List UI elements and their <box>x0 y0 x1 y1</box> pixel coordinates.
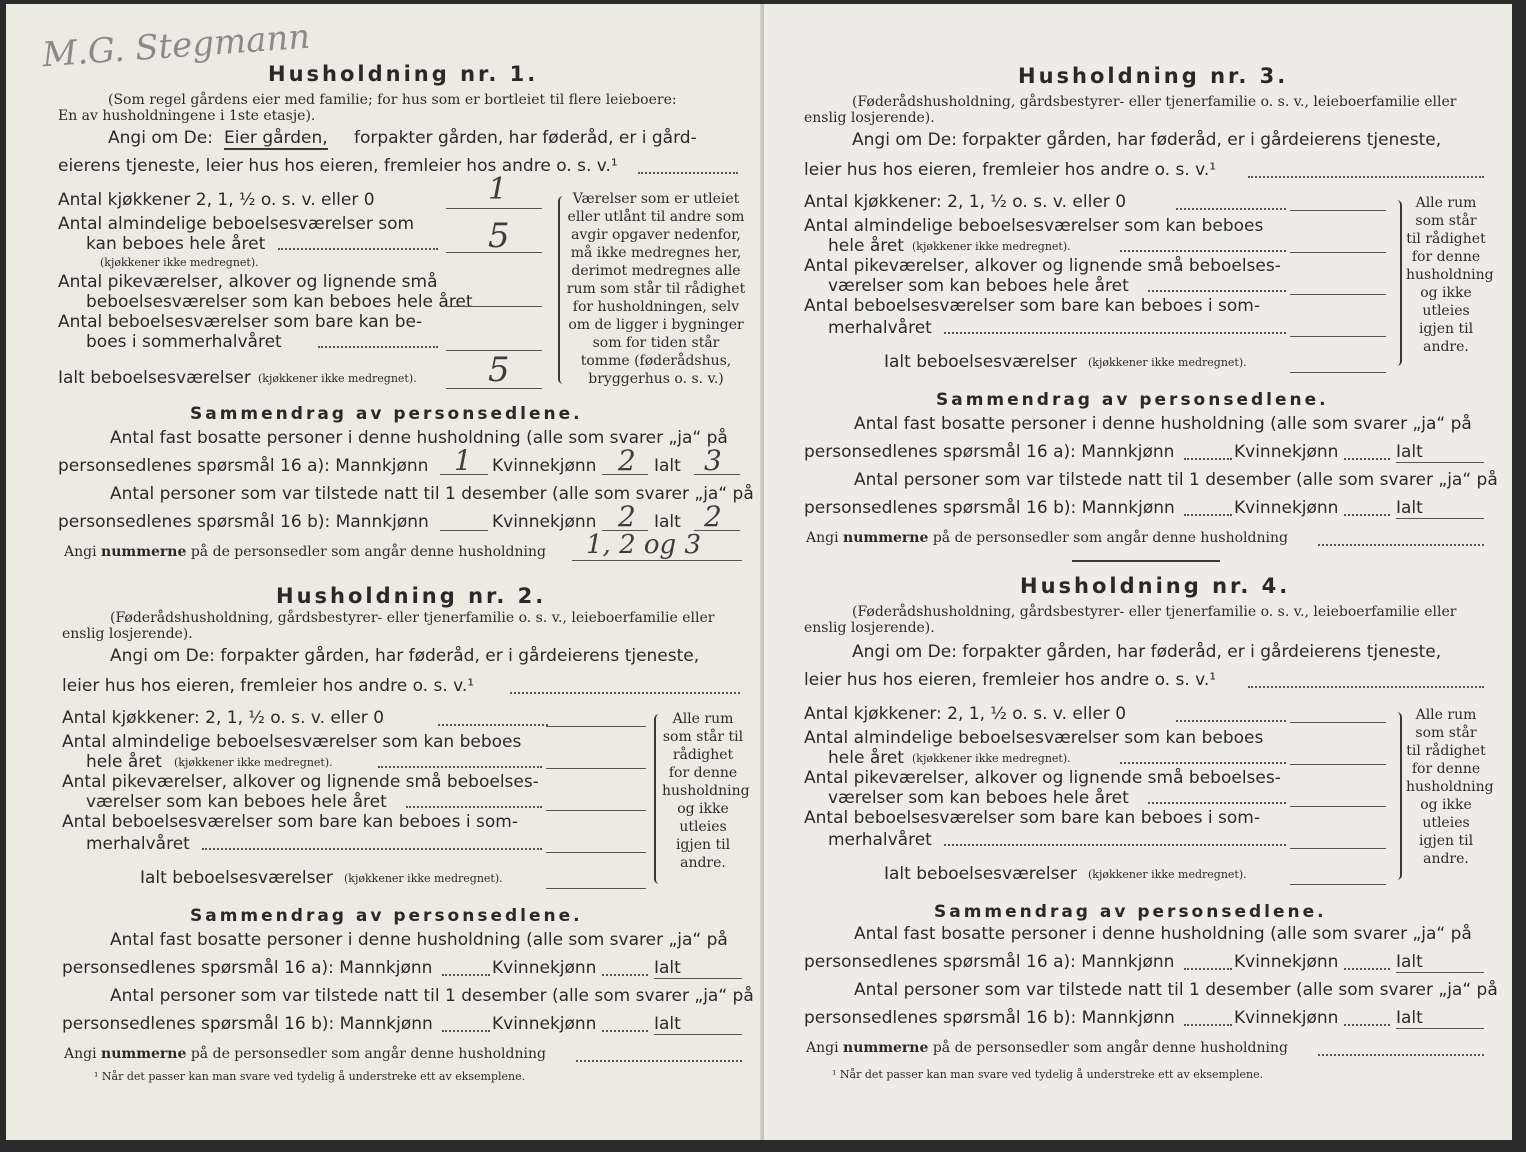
h3-summer-rooms-label-2: merhalvåret <box>828 318 932 338</box>
h4-numbers-angi: Angi <box>806 1040 839 1056</box>
h2-angi-line2: leier hus hos eieren, fremleier hos andre o. s. v.¹ <box>62 676 475 696</box>
h3-angi-answer-line <box>1248 176 1484 178</box>
h2-maid-rooms-line <box>546 810 646 811</box>
h1-present-female-label: Kvinnekjønn <box>492 512 597 532</box>
h1-summer-rooms-label-1: Antal beboelsesværelser som bare kan be- <box>58 312 423 332</box>
left-footnote: ¹ Når det passer kan man svare ved tydelig å understreke ett av eksemplene. <box>94 1070 526 1083</box>
h3-ordinary-rooms-note: (kjøkkener ikke medregnet). <box>912 240 1071 253</box>
h2-summer-rooms-dots <box>202 848 542 850</box>
h2-summer-rooms-label-2: merhalvåret <box>86 834 190 854</box>
h4-present-total-line <box>1396 1028 1484 1029</box>
h3-total-rooms-note: (kjøkkener ikke medregnet). <box>1088 356 1247 369</box>
h2-angi-line1: Angi om De: forpakter gården, har føderåd, er i gårdeierens tjeneste, <box>110 646 700 666</box>
h3-intro-line1: (Føderådshusholdning, gårdsbestyrer- eller tjenerfamilie o. s. v., leieboerfamilie eller <box>852 94 1457 110</box>
h2-intro-line2: enslig losjerende). <box>62 626 193 642</box>
h4-total-rooms-note: (kjøkkener ikke medregnet). <box>1088 868 1247 881</box>
h3-ordinary-rooms-line <box>1290 252 1386 253</box>
h2-total-rooms-note: (kjøkkener ikke medregnet). <box>344 872 503 885</box>
h3-resident-male-line <box>1184 458 1232 460</box>
h4-numbers-keyword: nummerne <box>843 1040 929 1056</box>
right-page <box>764 4 1512 1140</box>
h4-ordinary-rooms-label-2: hele året <box>828 748 904 768</box>
h4-ordinary-rooms-line <box>1290 764 1386 765</box>
household-2-title: Husholdning nr. 2. <box>276 584 547 608</box>
h3-maid-rooms-line <box>1290 294 1386 295</box>
h2-resident-female-line <box>602 974 648 976</box>
h4-summer-rooms-line <box>1290 848 1386 849</box>
h4-kitchens-label: Antal kjøkkener: 2, 1, ½ o. s. v. eller 0 <box>804 704 1127 724</box>
h3-present-line1: Antal personer som var tilstede natt til 1 desember (alle som svarer „ja“ på <box>854 470 1498 490</box>
h3-maid-rooms-label-2: værelser som kan beboes hele året <box>828 276 1129 296</box>
h1-angi-eier-underlined: Eier gården, <box>224 128 328 148</box>
h1-resident-line2: personsedlenes spørsmål 16 a): Mannkjønn <box>58 456 429 476</box>
h3-resident-total-label: Ialt <box>1396 442 1423 462</box>
h1-resident-female-label: Kvinnekjønn <box>492 456 597 476</box>
h2-resident-male-line <box>442 974 490 976</box>
h1-resident-female-line <box>602 474 648 475</box>
h4-present-line1: Antal personer som var tilstede natt til 1 desember (alle som svarer „ja“ på <box>854 980 1498 1000</box>
h2-resident-female-label: Kvinnekjønn <box>492 958 597 978</box>
h3-resident-line1: Antal fast bosatte personer i denne husholdning (alle som svarer „ja“ på <box>854 414 1472 434</box>
h3-present-line2: personsedlenes spørsmål 16 b): Mannkjønn <box>804 498 1175 518</box>
h1-kitchens-value: 1 <box>488 172 508 207</box>
right-footnote: ¹ Når det passer kan man svare ved tydelig å understreke ett av eksemplene. <box>832 1068 1264 1081</box>
h2-resident-line2: personsedlenes spørsmål 16 a): Mannkjønn <box>62 958 433 978</box>
h1-angi-line2: eierens tjeneste, leier hus hos eieren, fremleier hos andre o. s. v.¹ <box>58 156 618 176</box>
h1-maid-rooms-label-1: Antal pikeværelser, alkover og lignende små <box>58 272 438 292</box>
h4-side-note: Alle rum som står til rådighet for denne husholdning og ikke utleies igjen til andre. <box>1406 707 1494 867</box>
h3-numbers-label <box>806 530 1288 546</box>
h2-ordinary-rooms-dots <box>378 766 542 768</box>
h2-resident-total-line <box>654 978 742 979</box>
h4-present-total-label: Ialt <box>1396 1008 1423 1028</box>
h1-resident-line1: Antal fast bosatte personer i denne husholdning (alle som svarer „ja“ på <box>110 428 728 448</box>
h1-numbers-keyword: nummerne <box>101 544 187 560</box>
h1-total-rooms-line <box>446 388 542 389</box>
h2-summer-rooms-line <box>546 852 646 853</box>
h1-numbers-angi: Angi <box>64 544 97 560</box>
h1-side-note: Værelser som er utleiet eller utlånt til andre som avgir opgaver nedenfor, må ikke medregnes her, derimot medregnes alle rum som står til rådighet for husholdningen, selv om de ligger i bygninger som for tiden står tomme (føderådshus, bryggerhus o. s. v.) <box>566 191 746 387</box>
h4-resident-line1: Antal fast bosatte personer i denne husholdning (alle som svarer „ja“ på <box>854 924 1472 944</box>
h3-resident-line2: personsedlenes spørsmål 16 a): Mannkjønn <box>804 442 1175 462</box>
h4-resident-male-line <box>1184 968 1232 970</box>
h4-summary-title: Sammendrag av personsedlene. <box>934 902 1327 922</box>
household-1-title: Husholdning nr. 1. <box>268 62 539 86</box>
h1-ordinary-rooms-label-1: Antal almindelige beboelsesværelser som <box>58 214 415 234</box>
h2-total-rooms-label: Ialt beboelsesværelser <box>140 868 333 888</box>
h4-present-female-label: Kvinnekjønn <box>1234 1008 1339 1028</box>
h2-resident-total-label: Ialt <box>654 958 681 978</box>
h1-total-rooms-note: (kjøkkener ikke medregnet). <box>258 372 417 385</box>
h3-present-male-line <box>1184 514 1232 516</box>
h1-present-line1: Antal personer som var tilstede natt til 1 desember (alle som svarer „ja“ på <box>110 484 754 504</box>
h1-kitchens-label: Antal kjøkkener 2, 1, ½ o. s. v. eller 0 <box>58 190 375 210</box>
h1-total-rooms-label: Ialt beboelsesværelser <box>58 368 251 388</box>
h2-ordinary-rooms-label-2: hele året <box>86 752 162 772</box>
h1-ordinary-rooms-value: 5 <box>488 216 510 256</box>
h2-present-line1: Antal personer som var tilstede natt til 1 desember (alle som svarer „ja“ på <box>110 986 754 1006</box>
h4-side-brace <box>1392 712 1402 880</box>
h3-resident-female-line <box>1344 458 1390 460</box>
h1-numbers-rest: på de personsedler som angår denne husholdning <box>190 544 546 560</box>
h2-present-male-line <box>442 1030 490 1032</box>
h1-intro-line1: (Som regel gårdens eier med familie; for hus som er bortleiet til flere leieboere: <box>108 92 677 108</box>
h3-summer-rooms-dots <box>944 332 1286 334</box>
h1-numbers-line <box>572 560 742 561</box>
h2-present-line2: personsedlenes spørsmål 16 b): Mannkjønn <box>62 1014 433 1034</box>
h3-resident-total-line <box>1396 462 1484 463</box>
h3-summer-rooms-label-1: Antal beboelsesværelser som bare kan beboes i som- <box>804 296 1260 316</box>
h3-kitchens-label: Antal kjøkkener: 2, 1, ½ o. s. v. eller 0 <box>804 192 1127 212</box>
h2-kitchens-label: Antal kjøkkener: 2, 1, ½ o. s. v. eller 0 <box>62 708 385 728</box>
h1-present-total-label: Ialt <box>654 512 681 532</box>
h3-numbers-angi: Angi <box>806 530 839 546</box>
h3-total-rooms-line <box>1290 372 1386 373</box>
census-form-spread <box>6 4 1512 1140</box>
h4-angi-line1: Angi om De: forpakter gården, har føderåd, er i gårdeierens tjeneste, <box>852 642 1442 662</box>
h3-summary-title: Sammendrag av personsedlene. <box>936 390 1329 410</box>
h4-kitchens-dots <box>1176 720 1286 722</box>
h2-present-total-line <box>654 1034 742 1035</box>
h2-total-rooms-line <box>546 888 646 889</box>
h3-side-note: Alle rum som står til rådighet for denne husholdning og ikke utleies igjen til andre. <box>1406 195 1494 355</box>
h4-summer-rooms-dots <box>944 844 1286 846</box>
h2-numbers-angi: Angi <box>64 1046 97 1062</box>
h4-maid-rooms-line <box>1290 806 1386 807</box>
h1-present-male-line <box>440 530 488 531</box>
h3-numbers-keyword: nummerne <box>843 530 929 546</box>
h4-resident-line2: personsedlenes spørsmål 16 a): Mannkjønn <box>804 952 1175 972</box>
h3-present-total-line <box>1396 518 1484 519</box>
h1-kitchens-line <box>446 208 542 209</box>
h2-numbers-line <box>576 1060 742 1062</box>
h3-numbers-line <box>1318 544 1484 546</box>
h4-ordinary-rooms-dots <box>1120 762 1286 764</box>
h2-numbers-keyword: nummerne <box>101 1046 187 1062</box>
h4-numbers-rest: på de personsedler som angår denne husholdning <box>932 1040 1288 1056</box>
h3-kitchens-line <box>1290 210 1386 211</box>
h3-numbers-rest: på de personsedler som angår denne husholdning <box>932 530 1288 546</box>
h1-resident-total-line <box>694 474 740 475</box>
h3-total-rooms-label: Ialt beboelsesværelser <box>884 352 1077 372</box>
h1-angi-answer-line <box>638 172 738 174</box>
h1-summary-title: Sammendrag av personsedlene. <box>190 404 583 424</box>
h4-total-rooms-line <box>1290 884 1386 885</box>
h1-resident-female-value: 2 <box>618 444 636 477</box>
h4-resident-female-label: Kvinnekjønn <box>1234 952 1339 972</box>
h4-ordinary-rooms-note: (kjøkkener ikke medregnet). <box>912 752 1071 765</box>
h4-angi-line2: leier hus hos eieren, fremleier hos andre o. s. v.¹ <box>804 670 1217 690</box>
h1-angi-line1-rest: forpakter gården, har føderåd, er i gård- <box>354 128 697 148</box>
h2-maid-rooms-label-2: værelser som kan beboes hele året <box>86 792 387 812</box>
h4-resident-total-label: Ialt <box>1396 952 1423 972</box>
household-3-title: Husholdning nr. 3. <box>1018 64 1289 88</box>
pencil-name-annotation: M.G. Stegmann <box>40 16 312 76</box>
h4-maid-rooms-label-2: værelser som kan beboes hele året <box>828 788 1129 808</box>
h4-resident-total-line <box>1396 972 1484 973</box>
h3-ordinary-rooms-label-2: hele året <box>828 236 904 256</box>
h1-resident-total-value: 3 <box>704 444 722 477</box>
h4-resident-female-line <box>1344 968 1390 970</box>
h1-ordinary-rooms-line <box>446 252 542 253</box>
h4-summer-rooms-label-2: merhalvåret <box>828 830 932 850</box>
h3-maid-rooms-label-1: Antal pikeværelser, alkover og lignende små beboelses- <box>804 256 1281 276</box>
h1-ordinary-rooms-label-2: kan beboes hele året <box>86 234 266 254</box>
h2-resident-line1: Antal fast bosatte personer i denne husholdning (alle som svarer „ja“ på <box>110 930 728 950</box>
h2-ordinary-rooms-note: (kjøkkener ikke medregnet). <box>174 756 333 769</box>
h2-kitchens-dots <box>438 724 548 726</box>
h4-numbers-line <box>1318 1054 1484 1056</box>
household-4-title: Husholdning nr. 4. <box>1020 574 1291 598</box>
h2-angi-answer-line <box>510 692 740 694</box>
h1-total-rooms-value: 5 <box>488 350 510 390</box>
h2-present-total-label: Ialt <box>654 1014 681 1034</box>
h3-ordinary-rooms-dots <box>1120 250 1286 252</box>
h3-present-total-label: Ialt <box>1396 498 1423 518</box>
h3-angi-line1: Angi om De: forpakter gården, har føderåd, er i gårdeierens tjeneste, <box>852 130 1442 150</box>
h1-numbers-label <box>64 544 546 560</box>
h4-summer-rooms-label-1: Antal beboelsesværelser som bare kan beboes i som- <box>804 808 1260 828</box>
h2-numbers-label <box>64 1046 546 1062</box>
h1-maid-rooms-label-2: beboelsesværelser som kan beboes hele året <box>86 292 473 312</box>
h1-ordinary-rooms-dots <box>278 248 438 250</box>
h3-ordinary-rooms-label-1: Antal almindelige beboelsesværelser som kan beboes <box>804 216 1264 236</box>
h1-numbers-value: 1, 2 og 3 <box>586 530 701 560</box>
h2-numbers-rest: på de personsedler som angår denne husholdning <box>190 1046 546 1062</box>
h3-resident-female-label: Kvinnekjønn <box>1234 442 1339 462</box>
h3-angi-line2: leier hus hos eieren, fremleier hos andre o. s. v.¹ <box>804 160 1217 180</box>
h3-side-brace <box>1392 200 1402 366</box>
h1-present-female-value: 2 <box>618 500 636 533</box>
h4-kitchens-line <box>1290 722 1386 723</box>
h1-summer-rooms-label-2: boes i sommerhalvåret <box>86 332 282 352</box>
h4-present-male-line <box>1184 1024 1232 1026</box>
h4-present-line2: personsedlenes spørsmål 16 b): Mannkjønn <box>804 1008 1175 1028</box>
h4-angi-answer-line <box>1248 686 1484 688</box>
h2-summary-title: Sammendrag av personsedlene. <box>190 906 583 926</box>
h1-resident-male-value: 1 <box>454 444 472 477</box>
h1-present-line2: personsedlenes spørsmål 16 b): Mannkjønn <box>58 512 429 532</box>
h4-intro-line2: enslig losjerende). <box>804 620 935 636</box>
h1-angi-label: Angi om De: <box>108 128 213 148</box>
h1-present-total-value: 2 <box>704 500 722 533</box>
h2-ordinary-rooms-line <box>546 768 646 769</box>
h2-maid-rooms-label-1: Antal pikeværelser, alkover og lignende små beboelses- <box>62 772 539 792</box>
h3-kitchens-dots <box>1176 208 1286 210</box>
h2-present-female-label: Kvinnekjønn <box>492 1014 597 1034</box>
h2-kitchens-line <box>546 726 646 727</box>
h2-present-female-line <box>602 1030 648 1032</box>
h1-maid-rooms-line <box>446 306 542 307</box>
h2-side-note: Alle rum som står til rådighet for denne husholdning og ikke utleies igjen til andre. <box>662 711 750 871</box>
h2-ordinary-rooms-label-1: Antal almindelige beboelsesværelser som kan beboes <box>62 732 522 752</box>
h4-present-female-line <box>1344 1024 1390 1026</box>
h3-intro-line2: enslig losjerende). <box>804 110 935 126</box>
h2-maid-rooms-dots <box>406 806 542 808</box>
h4-numbers-label <box>806 1040 1288 1056</box>
h4-maid-rooms-dots <box>1148 802 1286 804</box>
h2-summer-rooms-label-1: Antal beboelsesværelser som bare kan beboes i som- <box>62 812 518 832</box>
h4-ordinary-rooms-label-1: Antal almindelige beboelsesværelser som kan beboes <box>804 728 1264 748</box>
h1-resident-male-line <box>440 474 488 475</box>
h4-intro-line1: (Føderådshusholdning, gårdsbestyrer- eller tjenerfamilie o. s. v., leieboerfamilie eller <box>852 604 1457 620</box>
h3-present-female-line <box>1344 514 1390 516</box>
h1-resident-total-label: Ialt <box>654 456 681 476</box>
h4-total-rooms-label: Ialt beboelsesværelser <box>884 864 1077 884</box>
h1-ordinary-rooms-note: (kjøkkener ikke medregnet). <box>100 256 259 269</box>
left-page <box>6 4 762 1140</box>
h2-intro-line1: (Føderådshusholdning, gårdsbestyrer- eller tjenerfamilie o. s. v., leieboerfamilie eller <box>110 610 715 626</box>
h1-intro-line2: En av husholdningene i 1ste etasje). <box>58 108 316 124</box>
h4-maid-rooms-label-1: Antal pikeværelser, alkover og lignende små beboelses- <box>804 768 1281 788</box>
h3-present-female-label: Kvinnekjønn <box>1234 498 1339 518</box>
h1-summer-rooms-dots <box>318 346 438 348</box>
section-divider <box>1072 560 1220 562</box>
h3-summer-rooms-line <box>1290 336 1386 337</box>
h3-maid-rooms-dots <box>1148 290 1286 292</box>
